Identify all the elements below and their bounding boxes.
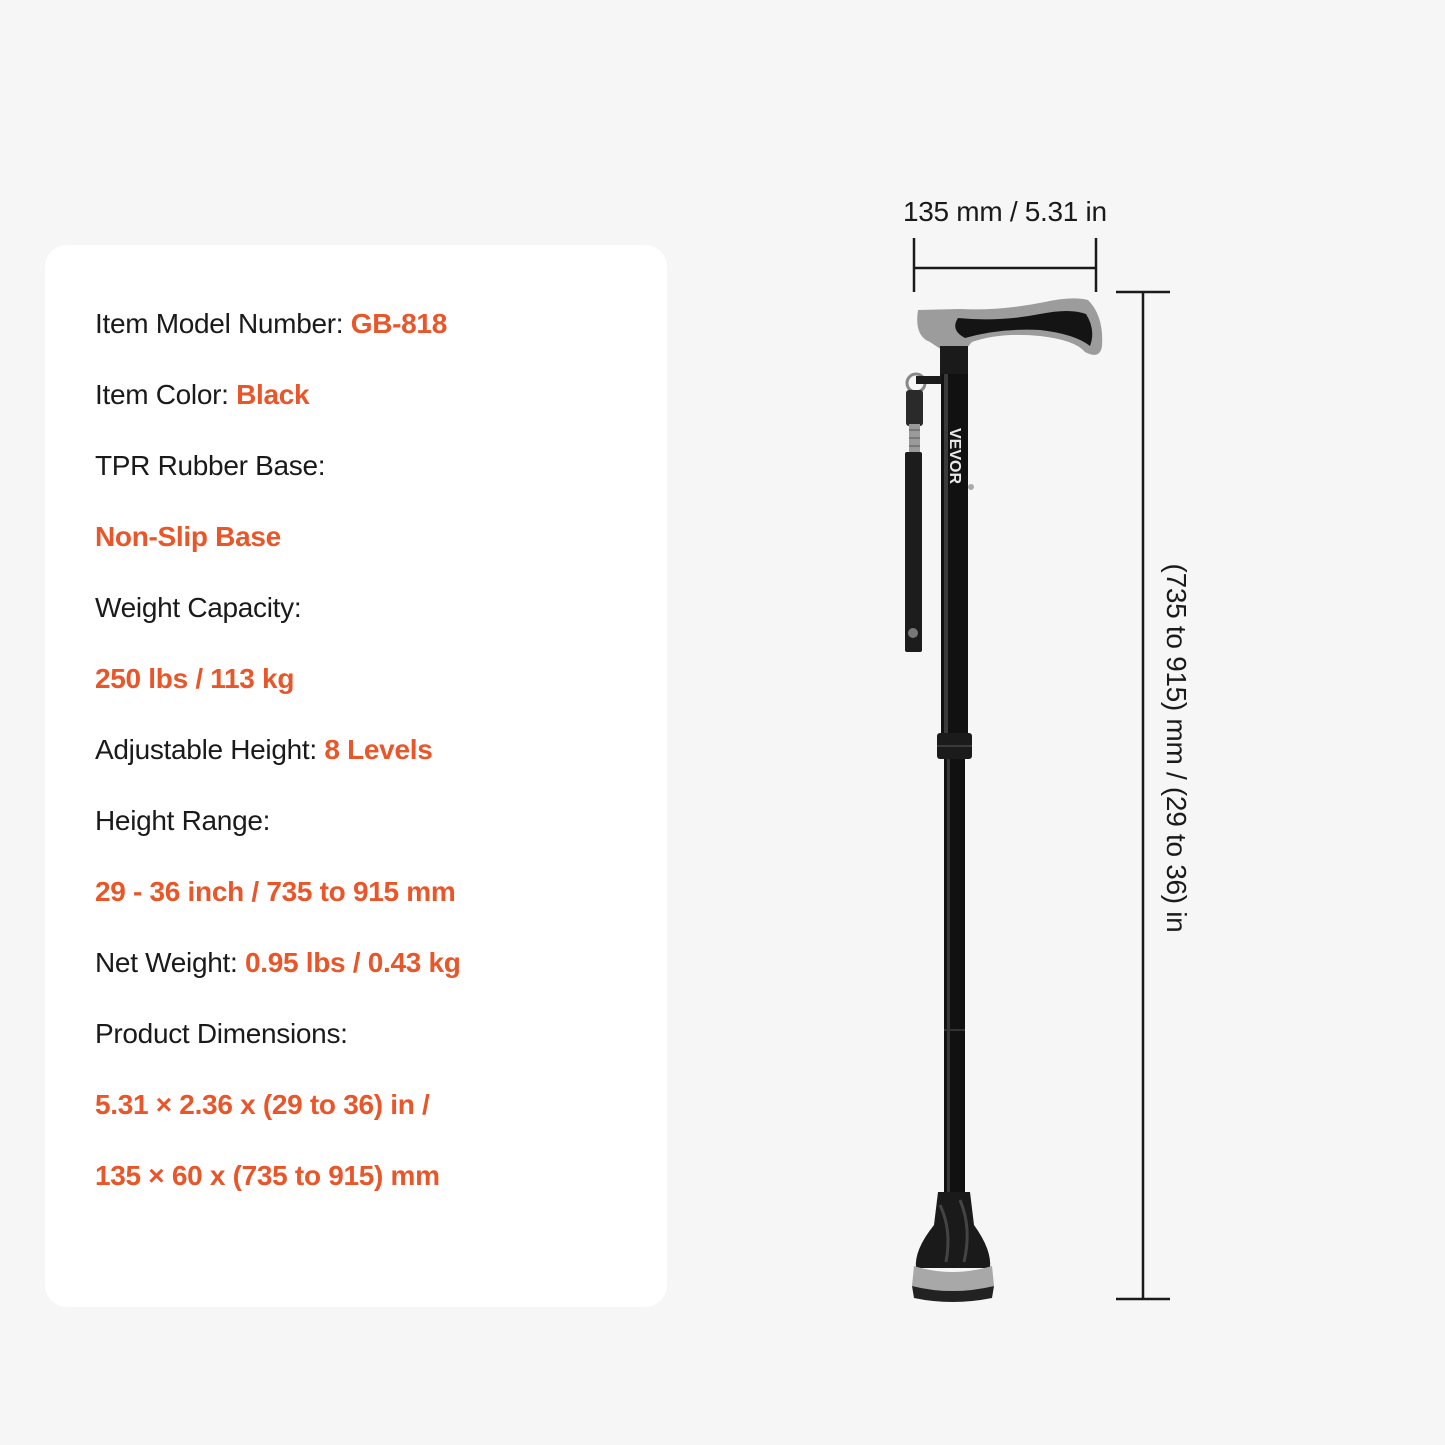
product-dimensions-label: Product Dimensions:	[95, 1018, 348, 1049]
weight-capacity-label: Weight Capacity:	[95, 592, 302, 623]
rubber-base-value: Non-Slip Base	[95, 521, 281, 552]
model-number-label: Item Model Number:	[95, 308, 351, 339]
wrist-strap	[905, 374, 942, 652]
height-range-label: Height Range:	[95, 805, 271, 836]
adjustable-height-value: 8 Levels	[324, 734, 433, 765]
rubber-base-label: TPR Rubber Base:	[95, 450, 326, 481]
adjustable-height-label: Adjustable Height:	[95, 734, 325, 765]
weight-capacity-value: 250 lbs / 113 kg	[95, 663, 295, 694]
product-dimensions-imperial: 5.31 × 2.36 x (29 to 36) in /	[95, 1089, 430, 1120]
height-range-value: 29 - 36 inch / 735 to 915 mm	[95, 876, 456, 907]
width-dimension-line	[914, 238, 1096, 292]
item-color-value: Black	[236, 379, 310, 410]
width-dimension-label: 135 mm / 5.31 in	[903, 196, 1107, 227]
height-dimension-label: (735 to 915) mm / (29 to 36) in	[1161, 563, 1192, 933]
net-weight-label: Net Weight:	[95, 947, 245, 978]
item-color-label: Item Color:	[95, 379, 237, 410]
model-number-value: GB-818	[350, 308, 447, 339]
product-dimensions-metric: 135 × 60 x (735 to 915) mm	[95, 1160, 440, 1191]
rubber-base	[912, 1192, 994, 1302]
cane-handle	[917, 298, 1102, 376]
brand-logo: VEVOR	[946, 428, 963, 485]
net-weight-value: 0.95 lbs / 0.43 kg	[244, 947, 461, 978]
